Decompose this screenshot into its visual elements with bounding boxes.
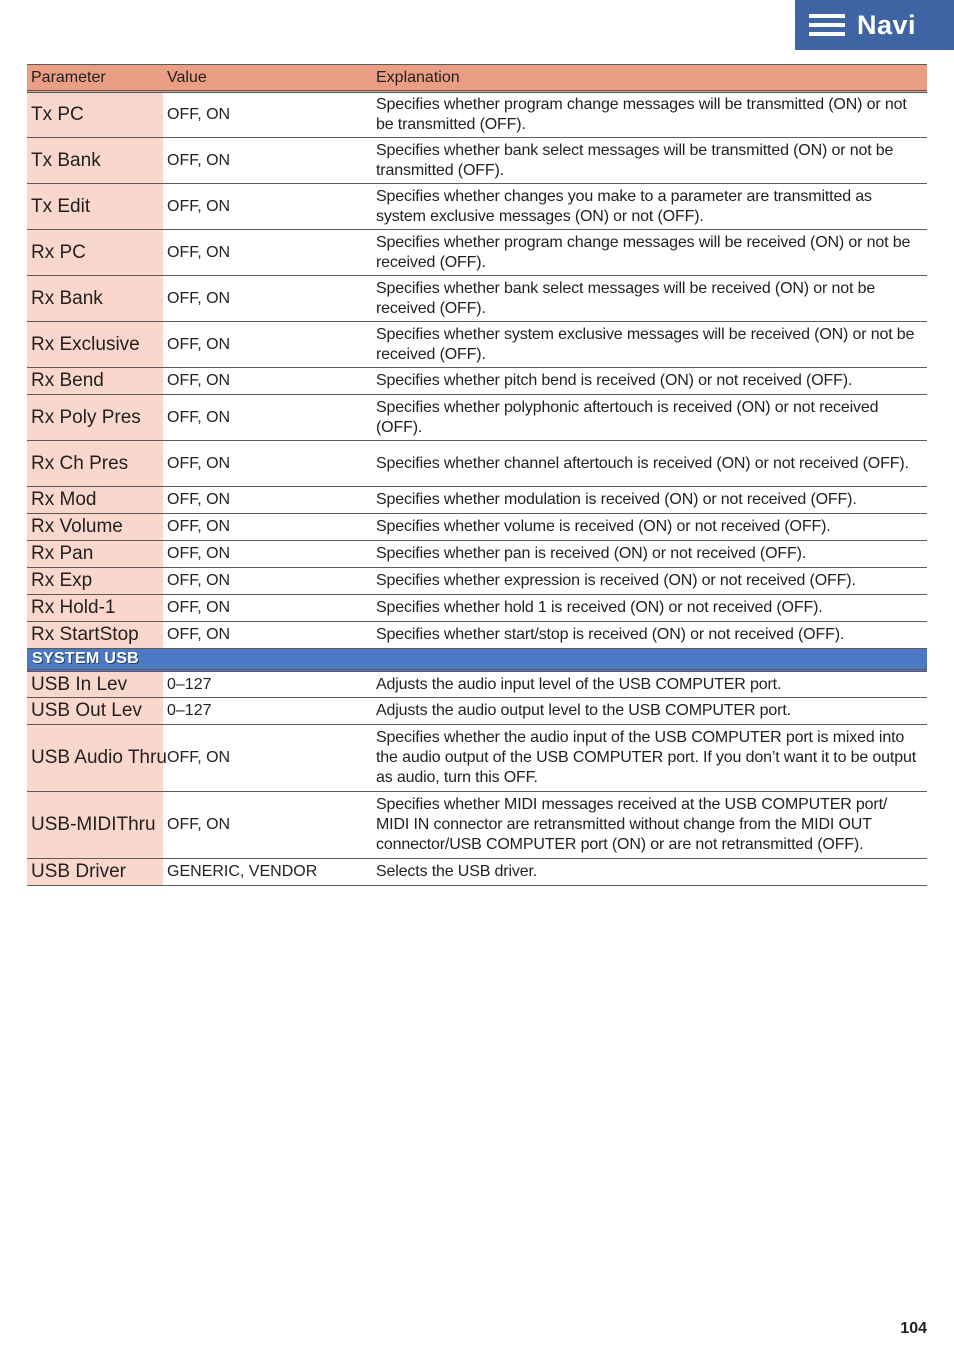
param-cell: Rx Hold-1	[27, 595, 163, 622]
explanation-cell: Specifies whether program change messages will be transmitted (ON) or not be transmitted (OFF).	[372, 92, 927, 138]
value-cell: OFF, ON	[163, 514, 372, 541]
param-cell: Rx Ch Pres	[27, 441, 163, 487]
value-cell: OFF, ON	[163, 230, 372, 276]
param-cell: USB Driver	[27, 859, 163, 886]
page-number: 104	[900, 1320, 927, 1337]
explanation-cell: Specifies whether pan is received (ON) or not received (OFF).	[372, 541, 927, 568]
header-explanation: Explanation	[372, 65, 927, 92]
table-row	[27, 138, 927, 184]
explanation-cell: Specifies whether system exclusive messages will be received (ON) or not be received (OFF).	[372, 322, 927, 368]
table-header-row	[27, 65, 927, 92]
explanation-cell: Specifies whether channel aftertouch is received (ON) or not received (OFF).	[372, 441, 927, 487]
table-row	[27, 514, 927, 541]
menu-icon	[809, 11, 845, 39]
table-row	[27, 725, 927, 792]
table-row	[27, 276, 927, 322]
value-cell: OFF, ON	[163, 368, 372, 395]
value-cell: OFF, ON	[163, 138, 372, 184]
value-cell: OFF, ON	[163, 792, 372, 859]
value-cell: OFF, ON	[163, 487, 372, 514]
param-cell: Tx PC	[27, 92, 163, 138]
table-row	[27, 487, 927, 514]
param-cell: Rx Exclusive	[27, 322, 163, 368]
section-title: SYSTEM USB	[27, 649, 927, 671]
navi-button[interactable]	[795, 0, 954, 50]
param-cell: Rx PC	[27, 230, 163, 276]
value-cell: OFF, ON	[163, 725, 372, 792]
param-cell: USB In Lev	[27, 671, 163, 698]
table-row	[27, 395, 927, 441]
section-header-row	[27, 649, 927, 671]
param-cell: Tx Edit	[27, 184, 163, 230]
explanation-cell: Specifies whether pitch bend is received (ON) or not received (OFF).	[372, 368, 927, 395]
table-row	[27, 541, 927, 568]
explanation-cell: Selects the USB driver.	[372, 859, 927, 886]
table-row	[27, 859, 927, 886]
value-cell: OFF, ON	[163, 92, 372, 138]
table-row	[27, 368, 927, 395]
value-cell: OFF, ON	[163, 622, 372, 649]
explanation-cell: Specifies whether expression is received (ON) or not received (OFF).	[372, 568, 927, 595]
value-cell: OFF, ON	[163, 276, 372, 322]
table-row	[27, 792, 927, 859]
value-cell: OFF, ON	[163, 322, 372, 368]
param-cell: USB Audio Thru	[27, 725, 163, 792]
header-value: Value	[163, 65, 372, 92]
header-parameter: Parameter	[27, 65, 163, 92]
value-cell: OFF, ON	[163, 568, 372, 595]
explanation-cell: Specifies whether bank select messages will be received (ON) or not be received (OFF).	[372, 276, 927, 322]
explanation-cell: Specifies whether polyphonic aftertouch is received (ON) or not received (OFF).	[372, 395, 927, 441]
table-row	[27, 441, 927, 487]
explanation-cell: Specifies whether bank select messages will be transmitted (ON) or not be transmitted (OFF).	[372, 138, 927, 184]
explanation-cell: Specifies whether program change messages will be received (ON) or not be received (OFF).	[372, 230, 927, 276]
param-cell: Rx StartStop	[27, 622, 163, 649]
table-row	[27, 184, 927, 230]
value-cell: OFF, ON	[163, 441, 372, 487]
value-cell: OFF, ON	[163, 395, 372, 441]
value-cell: GENERIC, VENDOR	[163, 859, 372, 886]
param-cell: Rx Poly Pres	[27, 395, 163, 441]
explanation-cell: Specifies whether MIDI messages received at the USB COMPUTER port/ MIDI IN connector are retransmitted without change from the MIDI OUT connector/USB COMPUTER port (ON) or are not retransmitted (OFF).	[372, 792, 927, 859]
value-cell: 0–127	[163, 671, 372, 698]
table-row	[27, 568, 927, 595]
parameter-table	[27, 64, 927, 886]
param-cell: USB Out Lev	[27, 698, 163, 725]
explanation-cell: Specifies whether hold 1 is received (ON) or not received (OFF).	[372, 595, 927, 622]
table-row	[27, 698, 927, 725]
explanation-cell: Specifies whether modulation is received (ON) or not received (OFF).	[372, 487, 927, 514]
value-cell: 0–127	[163, 698, 372, 725]
explanation-cell: Adjusts the audio output level to the USB COMPUTER port.	[372, 698, 927, 725]
explanation-cell: Specifies whether start/stop is received (ON) or not received (OFF).	[372, 622, 927, 649]
value-cell: OFF, ON	[163, 184, 372, 230]
navi-label: Navi	[857, 9, 917, 40]
explanation-cell: Specifies whether the audio input of the USB COMPUTER port is mixed into the audio output of the USB COMPUTER port. If you don’t want it to be output as audio, turn this OFF.	[372, 725, 927, 792]
explanation-cell: Specifies whether volume is received (ON) or not received (OFF).	[372, 514, 927, 541]
param-cell: Tx Bank	[27, 138, 163, 184]
explanation-cell: Specifies whether changes you make to a parameter are transmitted as system exclusive messages (ON) or not (OFF).	[372, 184, 927, 230]
param-cell: USB-MIDIThru	[27, 792, 163, 859]
table-row	[27, 595, 927, 622]
param-cell: Rx Pan	[27, 541, 163, 568]
param-cell: Rx Exp	[27, 568, 163, 595]
table-row	[27, 92, 927, 138]
param-cell: Rx Volume	[27, 514, 163, 541]
table-row	[27, 671, 927, 698]
value-cell: OFF, ON	[163, 541, 372, 568]
param-cell: Rx Bank	[27, 276, 163, 322]
param-cell: Rx Bend	[27, 368, 163, 395]
table-row	[27, 230, 927, 276]
table-row	[27, 622, 927, 649]
value-cell: OFF, ON	[163, 595, 372, 622]
table-row	[27, 322, 927, 368]
param-cell: Rx Mod	[27, 487, 163, 514]
explanation-cell: Adjusts the audio input level of the USB COMPUTER port.	[372, 671, 927, 698]
